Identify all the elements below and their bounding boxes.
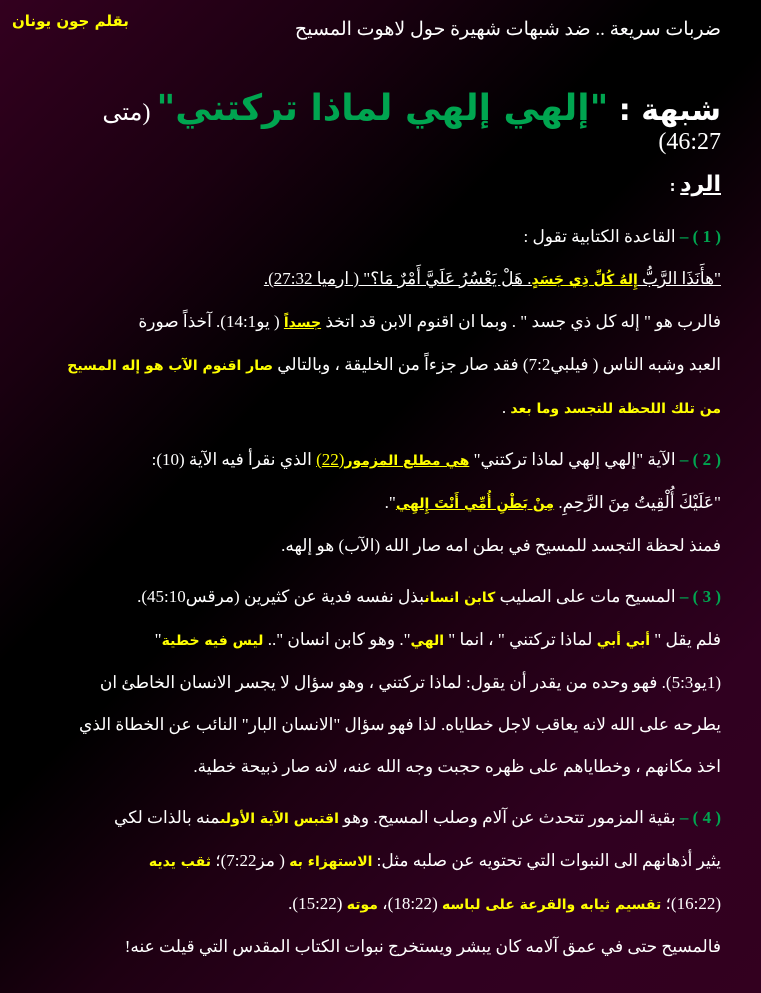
- reply-label: الرد: [680, 172, 721, 197]
- highlighted-text: ليس فيه خطية: [161, 633, 264, 649]
- reply-colon: :: [669, 179, 681, 195]
- text-line: [30, 216, 721, 258]
- text-line: [30, 883, 721, 926]
- title-reference: (متى 46:27): [102, 100, 721, 155]
- highlighted-text: هي مطلع المزمور: [344, 453, 470, 469]
- text-segment: ".: [384, 493, 396, 512]
- text-line: [30, 746, 721, 788]
- text-segment: بذل نفسه فدية عن كثيرين (مرقس45:10).: [137, 587, 425, 606]
- text-segment: (1يو5:3). فهو وحده من يقدر أن يقول: لماذا تركتني ، وهو سؤال لا يجسر الانسان الخاطئ ان: [99, 673, 721, 692]
- highlighted-text: تقسيم ثيابه والقرعة على لباسه: [441, 897, 662, 913]
- text-segment: (16:22)؛: [661, 894, 721, 913]
- text-segment: الآية "إلهي إلهي لماذا تركتني": [469, 450, 676, 469]
- text-line: [30, 301, 721, 344]
- highlighted-text: مِنْ بَطْنِ أُمِّي أَنْتَ إِلهِي: [395, 496, 555, 512]
- page-title: [40, 88, 721, 156]
- text-line: [30, 439, 721, 482]
- text-line: [30, 704, 721, 746]
- text-segment: المسيح مات على الصليب: [495, 587, 676, 606]
- highlighted-text: أبي أبي: [596, 633, 651, 649]
- point-number: ( 4 ) –: [675, 808, 721, 827]
- text-line: [30, 840, 721, 883]
- title-quote: "إلهي إلهي لماذا تركتني": [156, 88, 609, 129]
- text-segment: .: [501, 398, 511, 417]
- article-body: [0, 216, 761, 988]
- highlighted-text: الهي: [410, 633, 444, 649]
- text-segment: ( يو14:1). آخذاً صورة: [138, 312, 284, 331]
- highlighted-text: من تلك اللحظة للتجسد وما بعد: [510, 401, 721, 417]
- text-line: [30, 344, 721, 387]
- text-segment: ". وهو كابن انسان "..: [263, 630, 411, 649]
- text-line: [30, 619, 721, 662]
- highlighted-text: موته: [346, 897, 378, 913]
- author-byline: بقلم جون يونان: [12, 12, 129, 30]
- highlighted-text: (22): [316, 450, 345, 469]
- text-line: [30, 525, 721, 567]
- highlighted-text: الاستهزاء به: [289, 854, 373, 870]
- text-line: [30, 482, 721, 525]
- text-line: [30, 387, 721, 430]
- subtitle: ضربات سريعة .. ضد شبهات شهيرة حول لاهوت المسيح: [294, 19, 721, 40]
- text-segment: فالمسيح حتى في عمق آلامه كان يبشر ويستخرج نبوات الكتاب المقدس التي قيلت عنه!: [124, 937, 721, 956]
- text-segment: اخذ مكانهم ، وخطاياهم على ظهره حجبت وجه الله عنه، لانه صار ذبيحة خطية.: [193, 757, 721, 776]
- text-segment: بقية المزمور تتحدث عن آلام وصلب المسيح. وهو: [338, 808, 676, 827]
- point-number: ( 2 ) –: [675, 450, 721, 469]
- point-number: ( 1 ) –: [675, 227, 721, 246]
- text-segment: القاعدة الكتابية تقول :: [523, 227, 676, 246]
- text-segment: (15:22).: [288, 894, 347, 913]
- text-line: [30, 662, 721, 704]
- text-segment: يثير أذهانهم الى النبوات التي تحتويه عن صلبه مثل:: [372, 851, 721, 870]
- text-segment: يطرحه على الله لانه يعاقب لاجل خطاياه. لذا فهو سؤال "الانسان البار" النائب عن الخطاة الذي: [79, 715, 721, 734]
- title-label: شبهة :: [608, 93, 721, 128]
- highlighted-text: جسداً: [283, 315, 322, 331]
- point-number: ( 3 ) –: [675, 587, 721, 606]
- highlighted-text: صار اقنوم الآب هو إله المسيح: [67, 358, 273, 374]
- page-header: [0, 0, 761, 216]
- text-segment: "عَلَيْكَ أُلْقِيتُ مِنَ الرَّحِمِ.: [554, 493, 721, 512]
- text-segment: فالرب هو " إله كل ذي جسد " . وبما ان اقنوم الابن قد اتخذ: [321, 312, 721, 331]
- text-segment: فلم يقل ": [650, 630, 721, 649]
- highlighted-text: ثقب يديه: [148, 854, 211, 870]
- text-segment: العبد وشبه الناس ( فيلبي7:2) فقد صار جزءاً من الخليقة ، وبالتالي: [273, 355, 721, 374]
- text-segment: لماذا تركتني " ، انما ": [444, 630, 597, 649]
- highlighted-text: كابن انسان: [424, 590, 496, 606]
- text-segment: الذي نقرأ فيه الآية (10):: [151, 450, 317, 469]
- text-line: [30, 576, 721, 619]
- text-segment: (18:22)،: [377, 894, 442, 913]
- text-line: [30, 926, 721, 968]
- text-line: [30, 258, 721, 301]
- reply-heading: [670, 172, 721, 197]
- text-line: [30, 797, 721, 840]
- highlighted-text: إِلهُ كُلِّ ذِي جَسَدٍ: [531, 272, 638, 288]
- highlighted-text: اقتبس الآية الأولى: [220, 811, 339, 827]
- text-segment: ( مز7:22)؛: [210, 851, 290, 870]
- text-segment: منه بالذات لكي: [114, 808, 221, 827]
- text-segment: "هأَنَذَا الرَّبُّ: [637, 269, 721, 288]
- text-segment: فمنذ لحظة التجسد للمسيح في بطن امه صار الله (الآب) هو إلهه.: [281, 536, 721, 555]
- text-segment: ": [154, 630, 162, 649]
- text-segment: . هَلْ يَعْسُرُ عَلَيَّ أَمْرٌ مَا؟" ( ارميا 27:32).: [263, 269, 532, 288]
